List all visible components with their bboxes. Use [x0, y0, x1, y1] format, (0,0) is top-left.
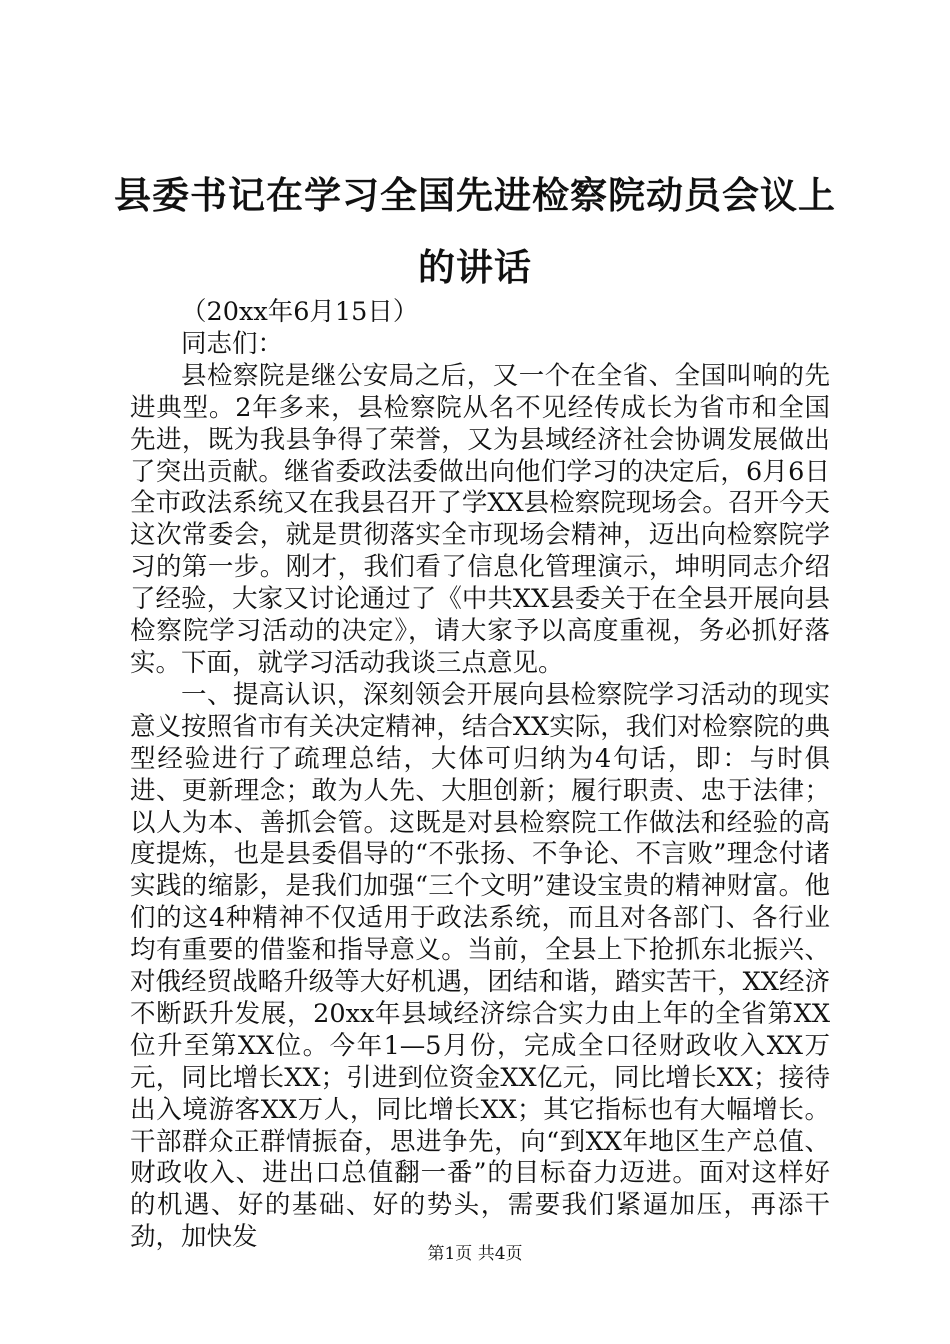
- document-title: 县委书记在学习全国先进检察院动员会议上的讲话: [114, 174, 836, 289]
- paragraph-1: 县检察院是继公安局之后，又一个在全省、全国叫响的先进典型。2年多来，县检察院从名不见经传成长为省市和全国先进，既为我县争得了荣誉，又为县域经济社会协调发展做出了突出贡献。继省委政法委做出向他们学习的决定后，6月6日全市政法系统又在我县召开了学XX县检察院现场会。召开今天这次常委会，就是贯彻落实全市现场会精神，迈出向检察院学习的第一步。刚才，我们看了信息化管理演示，坤明同志介绍了经验，大家又讨论通过了《中共XX县委关于在全县开展向县检察院学习活动的决定》，请大家予以高度重视，务必抓好落实。下面，就学习活动我谈三点意见。: [130, 360, 830, 678]
- document-body: [130, 297, 830, 1254]
- paragraph-2: 一、提高认识，深刻领会开展向县检察院学习活动的现实意义按照省市有关决定精神，结合XX实际，我们对检察院的典型经验进行了疏理总结，大体可归纳为4句话，即：与时俱进、更新理念；敢为人先、大胆创新；履行职责、忠于法律；以人为本、善抓会管。这既是对县检察院工作做法和经验的高度提炼，也是县委倡导的“不张扬、不争论、不言败”理念付诸实践的缩影，是我们加强“三个文明”建设宝贵的精神财富。他们的这4种精神不仅适用于政法系统，而且对各部门、各行业均有重要的借鉴和指导意义。当前，全县上下抢抓东北振兴、对俄经贸战略升级等大好机遇，团结和谐，踏实苦干，XX经济不断跃升发展，20xx年县域经济综合实力由上年的全省第XX位升至第XX位。今年1—5月份，完成全口径财政收入XX万元，同比增长XX；引进到位资金XX亿元，同比增长XX；接待出入境游客XX万人，同比增长XX；其它指标也有大幅增长。干部群众正群情振奋，思进争先，向“到XX年地区生产总值、财政收入、进出口总值翻一番”的目标奋力迈进。面对这样好的机遇、好的基础、好的势头，需要我们紧逼加压，再添干劲，加快发: [130, 679, 830, 1253]
- page-total: 共4页: [477, 1244, 523, 1264]
- salutation: 同志们：: [181, 328, 284, 359]
- page-footer: [0, 1243, 950, 1265]
- page-number: 第1页: [427, 1244, 473, 1264]
- document-date: （20xx年6月15日）: [181, 297, 419, 327]
